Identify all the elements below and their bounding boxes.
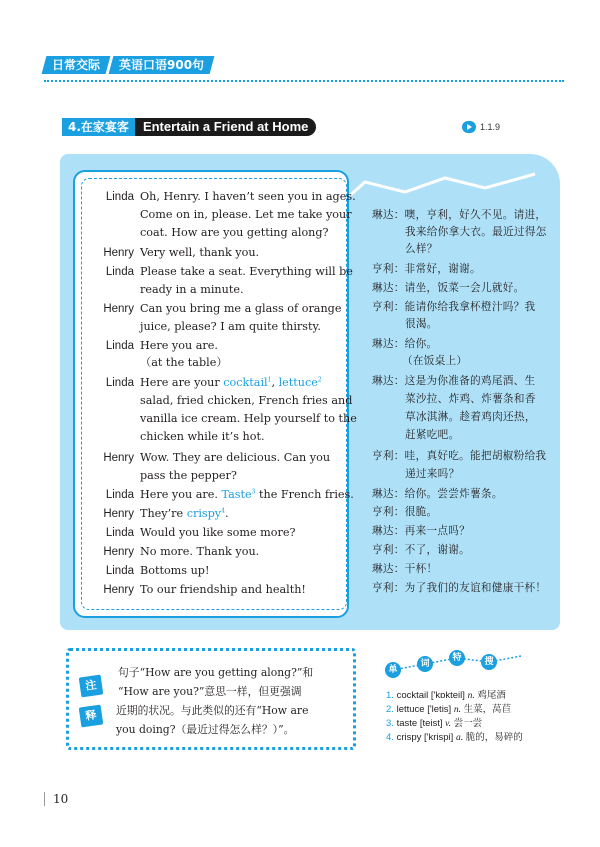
zh-line: 么样？ <box>405 243 438 255</box>
speaker-label: Linda <box>105 340 134 352</box>
zh-line: 亨利：很脆。 <box>372 506 438 518</box>
dialogue-line: Oh, Henry. I haven’t seen you in ages. <box>140 190 356 203</box>
zh-stage-direction: （在饭桌上） <box>402 355 468 367</box>
dialogue-line: chicken while it’s hot. <box>140 430 265 443</box>
page-number: 10 <box>44 792 68 806</box>
speaker-label: Linda <box>105 489 134 501</box>
zh-line: 亨利：为了我们的友谊和健康干杯！ <box>372 582 547 594</box>
dialogue-line: salad, fried chicken, French fries and <box>140 394 353 407</box>
vocab-heading-dots <box>385 650 545 678</box>
dialogue-line: No more. Thank you. <box>140 545 260 558</box>
speaker-label: Henry <box>103 584 134 596</box>
play-audio-icon[interactable] <box>462 121 476 133</box>
vocab-head-char: 单 <box>385 662 401 678</box>
dialogue-line: Here you are. Taste$^3$ the French fries. <box>140 488 354 501</box>
speaker-label: Henry <box>103 546 134 558</box>
zh-line: 亨利：非常好，谢谢。 <box>372 263 481 275</box>
section-title <box>62 118 316 136</box>
book-title: 英语口语900句 <box>119 57 205 72</box>
vocab-item: 2. lettuce ['letis] n. 生菜，莴苣 <box>386 704 512 715</box>
zh-line: 琳达：给你。尝尝炸薯条。 <box>372 488 503 500</box>
track-number: 1.1.9 <box>480 122 501 132</box>
zh-line: 菜沙拉、炸鸡、炸薯条和香 <box>405 393 536 405</box>
speaker-label: Henry <box>103 508 134 520</box>
dialogue-line: pass the pepper? <box>140 469 237 482</box>
speaker-label: Linda <box>105 527 134 539</box>
series-label: 日常交际 <box>52 57 101 72</box>
zh-line: 很渴。 <box>405 318 438 330</box>
speaker-label: Linda <box>105 377 134 389</box>
zh-line: 琳达：再来一点吗？ <box>372 525 471 537</box>
zh-line: 亨利：不了，谢谢。 <box>372 544 471 556</box>
dialogue-line: Can you bring me a glass of orange <box>140 302 342 315</box>
note-line: you doing?（最近过得怎么样？）”。 <box>116 723 295 736</box>
vocab-highlight-lettuce[interactable]: lettuce$^2$ <box>278 376 322 389</box>
speaker-label: Linda <box>105 191 134 203</box>
dialogue-line: Here are your cocktail$^1$, lettuce$^2$ <box>140 376 322 389</box>
dialogue-line: To our friendship and health! <box>140 583 306 596</box>
vocab-item: 1. cocktail ['kɒkteil] n. 鸡尾酒 <box>386 690 506 701</box>
dialogue-line: Come on in, please. Let me take your <box>140 208 352 221</box>
vocab-head-char: 搜 <box>481 654 497 670</box>
zh-line: 亨利：哇，真好吃。能把胡椒粉给我 <box>372 450 547 462</box>
zh-line: 赶紧吃吧。 <box>405 429 460 441</box>
book-header <box>44 56 212 73</box>
vocab-heading <box>385 650 545 678</box>
note-tag-shi: 释 <box>79 705 104 728</box>
dialogue-line: Would you like some more? <box>140 526 296 539</box>
vocab-item: 3. taste [teist] v. 尝一尝 <box>386 718 483 729</box>
speaker-label: Henry <box>103 452 134 464</box>
speaker-label: Henry <box>103 247 134 259</box>
dialogue-line: ready in a minute. <box>140 283 244 296</box>
dialogue-line: Wow. They are delicious. Can you <box>140 451 331 464</box>
note-line: 句子“How are you getting along?”和 <box>118 666 314 679</box>
zh-line: 琳达：给你。 <box>372 338 438 350</box>
vocab-head-char: 特 <box>449 650 465 666</box>
note-line: 近期的状况。与此类似的还有“How are <box>116 704 309 717</box>
section-en-title: Entertain a Friend at Home <box>135 118 316 136</box>
section-zh-title: 在家宴客 <box>80 120 129 134</box>
section-number: 4. <box>68 120 81 134</box>
speaker-label: Linda <box>105 266 134 278</box>
dialogue-line: Please take a seat. Everything will be <box>140 265 353 278</box>
zh-line: 草冰淇淋。趁着鸡肉还热， <box>405 411 536 423</box>
zh-line: 递过来吗？ <box>405 468 460 480</box>
dialogue-line: coat. How are you getting along? <box>140 226 329 239</box>
dialogue-line: Bottoms up! <box>140 564 210 577</box>
vocab-head-char: 词 <box>417 656 433 672</box>
dialogue-line: Very well, thank you. <box>140 246 260 259</box>
header-divider <box>44 80 564 82</box>
zh-line: 琳达：干杯！ <box>372 563 438 575</box>
zh-line: 琳达：噢，亨利，好久不见。请进， <box>372 209 547 221</box>
speaker-label: Linda <box>105 565 134 577</box>
vocab-highlight-taste[interactable]: Taste$^3$ <box>221 488 256 501</box>
zh-line: 琳达：请坐，饭菜一会儿就好。 <box>372 282 525 294</box>
audio-track[interactable] <box>462 121 500 133</box>
vocab-item: 4. crispy ['krispi] a. 脆的，易碎的 <box>386 732 523 743</box>
vocab-highlight-cocktail[interactable]: cocktail$^1$ <box>223 376 272 389</box>
speaker-label: Henry <box>103 303 134 315</box>
stage-direction: （at the table） <box>140 356 228 369</box>
note-line: “How are you?”意思一样，但更强调 <box>118 685 302 698</box>
dialogue-line: vanilla ice cream. Help yourself to the <box>140 412 357 425</box>
zh-line: 我来给你拿大衣。最近过得怎 <box>405 226 547 238</box>
zh-line: 亨利：能请你给我拿杯橙汁吗？我 <box>372 301 536 313</box>
zh-line: 琳达：这是为你准备的鸡尾酒、生 <box>372 375 536 387</box>
dialogue-line: juice, please? I am quite thirsty. <box>140 320 321 333</box>
note-tag-zhu: 注 <box>79 675 104 698</box>
vocab-highlight-crispy[interactable]: crispy$^4$ <box>186 507 225 520</box>
dialogue-line: Here you are. <box>140 339 218 352</box>
dialogue-line: They’re crispy$^4$. <box>140 507 229 520</box>
